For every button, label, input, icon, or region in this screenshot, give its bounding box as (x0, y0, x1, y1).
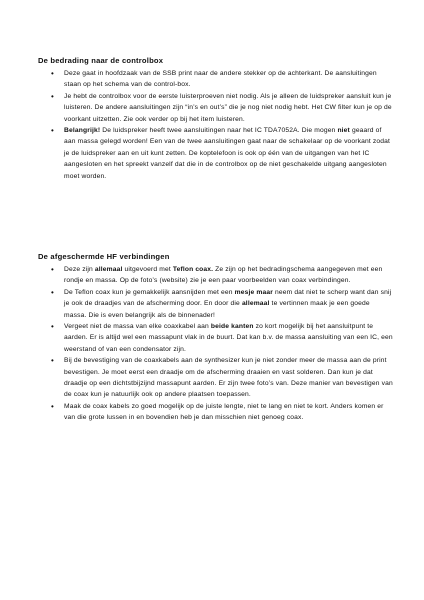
text-run: uitgevoerd met (122, 266, 173, 273)
section-heading: De bedrading naar de controlbox (38, 56, 164, 65)
text-run: Je hebt de controlbox voor de eerste luisterproeven niet nodig. Als je alleen de luidspreker aansluit kun je luisteren. De andere aansluitingen zijn “in’s en out’s” die je nog niet nodig hebt. Het CW filter kun je op de voorkant uitzetten. Zie ook verder op bij het item luisteren. (64, 92, 392, 123)
text-run: zo kort mogelijk bij het aansluitpunt te aarden. Er is altijd wel een massapunt vlak in de buurt. Dat kan b.v. de massa aansluiting van een IC, een weerstand of van een condensator zijn. (64, 323, 393, 353)
bold-text: allemaal (241, 300, 270, 308)
text-run: De luidspreker heeft twee aansluitingen naar het IC TDA7052A. Die mogen (100, 127, 338, 135)
bullet-icon: • (51, 322, 54, 332)
text-run: Ze zijn op het bedradingschema aangegeven met een rondje en massa. Op de foto’s (website) zie je een paar voorbeelden van coax verbindingen. (64, 266, 383, 285)
bullet-icon: • (51, 265, 54, 274)
text-run: Maak de coax kabels zo goed mogelijk op de juiste lengte, niet te lang en niet te kort. Anders komen er van die grote lussen in en bovendien heb je dan misschien niet genoeg coax. (64, 402, 384, 422)
bullet-icon: • (51, 356, 54, 366)
bullet-icon: • (51, 401, 54, 411)
text-run: te vertinnen maak je een goede massa. Die is even belangrijk als de binnenader! (64, 300, 370, 319)
list-item (38, 355, 394, 401)
list-item (38, 287, 394, 321)
bullet-list (38, 68, 394, 182)
section-shielded-hf-connections (38, 252, 394, 424)
bold-text: Teflon coax. (172, 266, 214, 273)
bullet-icon: • (51, 91, 54, 101)
bold-text: niet (337, 127, 350, 135)
list-item (38, 401, 394, 424)
list-item (38, 91, 394, 125)
list-item (38, 264, 394, 287)
text-run: Deze zijn (64, 266, 95, 273)
text-run: Deze gaat in hoofdzaak van de SSB print naar de andere stekker op de achterkant. De aansluitingen staan op het schema van de control-box. (64, 70, 377, 89)
text-run: Bij de bevestiging van de coaxkabels aan de synthesizer kun je niet zonder meer de massa aan de print bevestigen. Je moet eerst een draadje om de afscherming draaien en vast solderen. Dan kun je dat draadje op een dichtstbijzijnd massapunt aarden. Er zijn twee foto’s van. Deze manier van bevestigen van de coax kun je natuurlijk ook op andere plaatsen toepassen. (64, 357, 393, 399)
text-run: Vergeet niet de massa van elke coaxkabel aan (64, 323, 211, 331)
text-run: De Teflon coax kun je gemakkelijk aansnijden met een (64, 288, 235, 296)
bullet-icon: • (51, 126, 54, 136)
bold-text: beide kanten (210, 323, 254, 331)
list-item (38, 321, 394, 355)
text-run: neem dat niet te scherp want dan snij je ook de draadjes van de afscherming door. En door die (64, 288, 392, 308)
bullet-icon: • (51, 69, 54, 78)
section-wiring-controlbox (38, 56, 394, 182)
list-item (38, 68, 394, 91)
text-run: geaard of aan massa gelegd worden! Een van de twee aansluitingen gaat naar de schakelaar op de voorkant zodat je de luidspreker aan en uit kunt zetten. De koptelefoon is ook op één van de uitgangen van het IC aangesloten en het spreekt vanzelf dat die in de controlbox op de niet geschakelde uitgang aangesloten moet worden. (64, 127, 391, 180)
bold-text: Belangrijk! (64, 127, 101, 135)
bold-text: mesje maar (234, 288, 273, 296)
list-item (38, 125, 394, 182)
section-heading: De afgeschermde HF verbindingen (38, 252, 170, 261)
bullet-icon: • (51, 287, 54, 297)
bold-text: allemaal (94, 266, 123, 273)
bullet-list (38, 264, 394, 424)
